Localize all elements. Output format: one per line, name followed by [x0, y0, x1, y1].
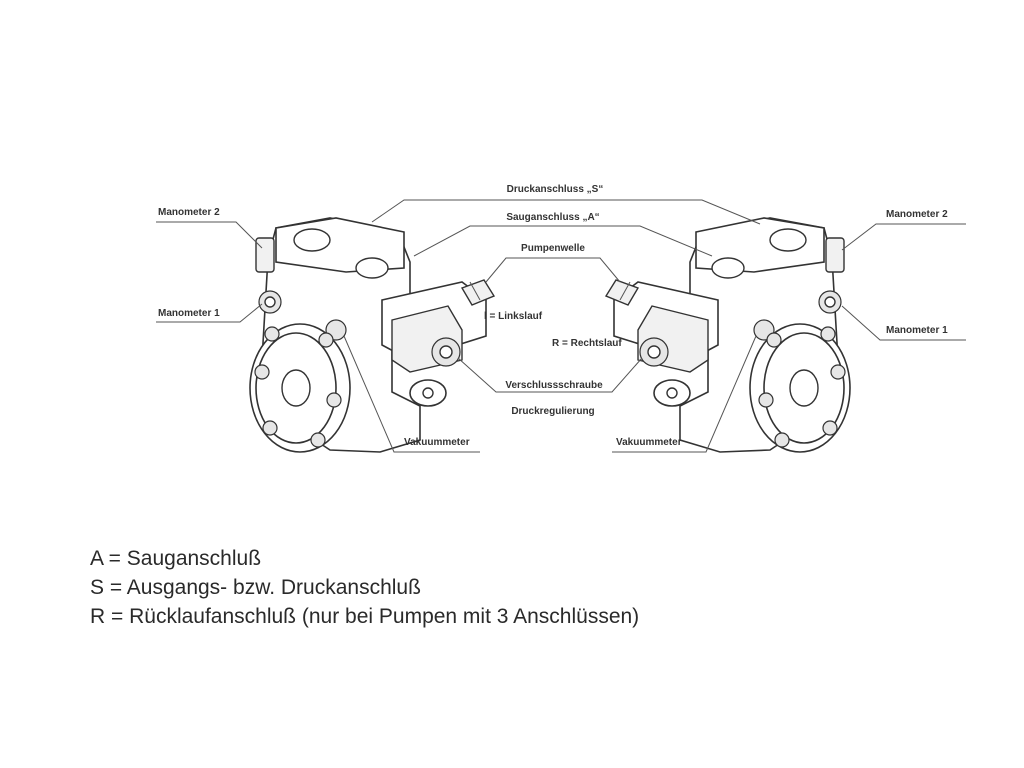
legend-item-r: R = Rücklaufanschluß (nur bei Pumpen mit 3 Anschlüssen)	[90, 605, 640, 628]
right-pump	[606, 218, 850, 452]
left-pump	[250, 218, 494, 452]
legend	[90, 544, 639, 631]
label-manometer2-right: Manometer 2	[886, 209, 948, 220]
label-rechtslauf: R = Rechtslauf	[552, 338, 622, 349]
label-vakuummeter-left: Vakuummeter	[404, 437, 470, 448]
label-druckregulierung: Druckregulierung	[511, 406, 595, 417]
label-sauganschluss: Sauganschluss „A“	[506, 212, 600, 223]
label-verschlussschraube: Verschlussschraube	[505, 380, 603, 391]
label-druckanschluss: Druckanschluss „S“	[506, 184, 604, 195]
label-linkslauf: l = Linkslauf	[484, 311, 543, 322]
label-pumpenwelle: Pumpenwelle	[521, 243, 585, 254]
label-vakuummeter-right: Vakuummeter	[616, 437, 682, 448]
legend-item-s: S = Ausgangs- bzw. Druckanschluß	[90, 576, 421, 599]
legend-item-a: A = Sauganschluß	[90, 547, 262, 570]
label-manometer1-right: Manometer 1	[886, 325, 948, 336]
label-manometer2-left: Manometer 2	[158, 207, 220, 218]
label-manometer1-left: Manometer 1	[158, 308, 220, 319]
